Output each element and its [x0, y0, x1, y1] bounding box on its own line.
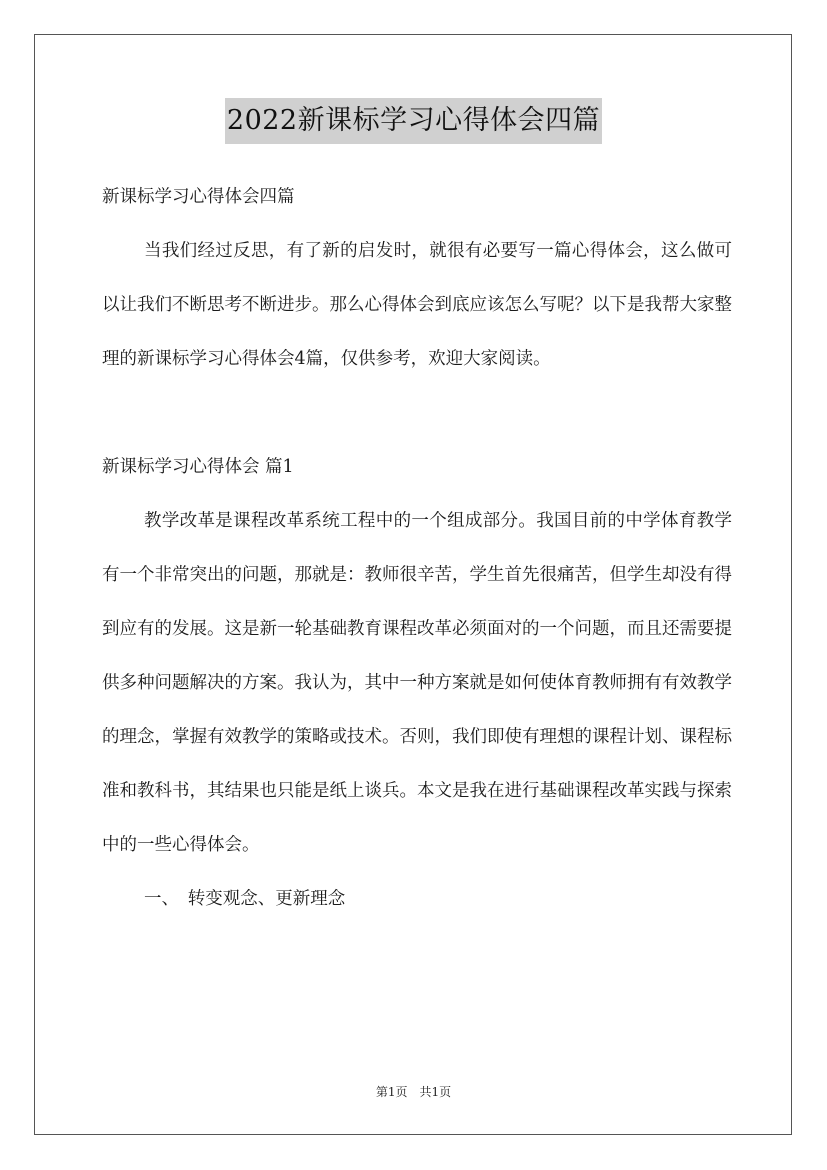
title-container — [0, 98, 827, 144]
document-title: 2022新课标学习心得体会四篇 — [225, 98, 602, 144]
intro-paragraph: 当我们经过反思，有了新的启发时，就很有必要写一篇心得体会，这么做可以让我们不断思考不断进步。那么心得体会到底应该怎么写呢？以下是我帮大家整理的新课标学习心得体会4篇，仅供参考，欢迎大家阅读。 — [102, 241, 732, 369]
point-heading: 一、 转变观念、更新理念 — [144, 889, 346, 909]
subtitle: 新课标学习心得体会四篇 — [102, 187, 295, 207]
page-footer: 第1页 共1页 — [375, 1085, 452, 1099]
paragraph-spacer — [102, 386, 732, 440]
section-heading: 新课标学习心得体会 篇1 — [102, 457, 294, 477]
document-body — [102, 170, 732, 926]
body-paragraph: 教学改革是课程改革系统工程中的一个组成部分。我国目前的中学体育教学有一个非常突出的问题，那就是：教师很辛苦，学生首先很痛苦，但学生却没有得到应有的发展。这是新一轮基础教育课程改革必须面对的一个问题，而且还需要提供多种问题解决的方案。我认为，其中一种方案就是如何使体育教师拥有有效教学的理念，掌握有效教学的策略或技术。否则，我们即使有理想的课程计划、课程标准和教科书，其结果也只能是纸上谈兵。本文是我在进行基础课程改革实践与探索中的一些心得体会。 — [102, 511, 732, 855]
